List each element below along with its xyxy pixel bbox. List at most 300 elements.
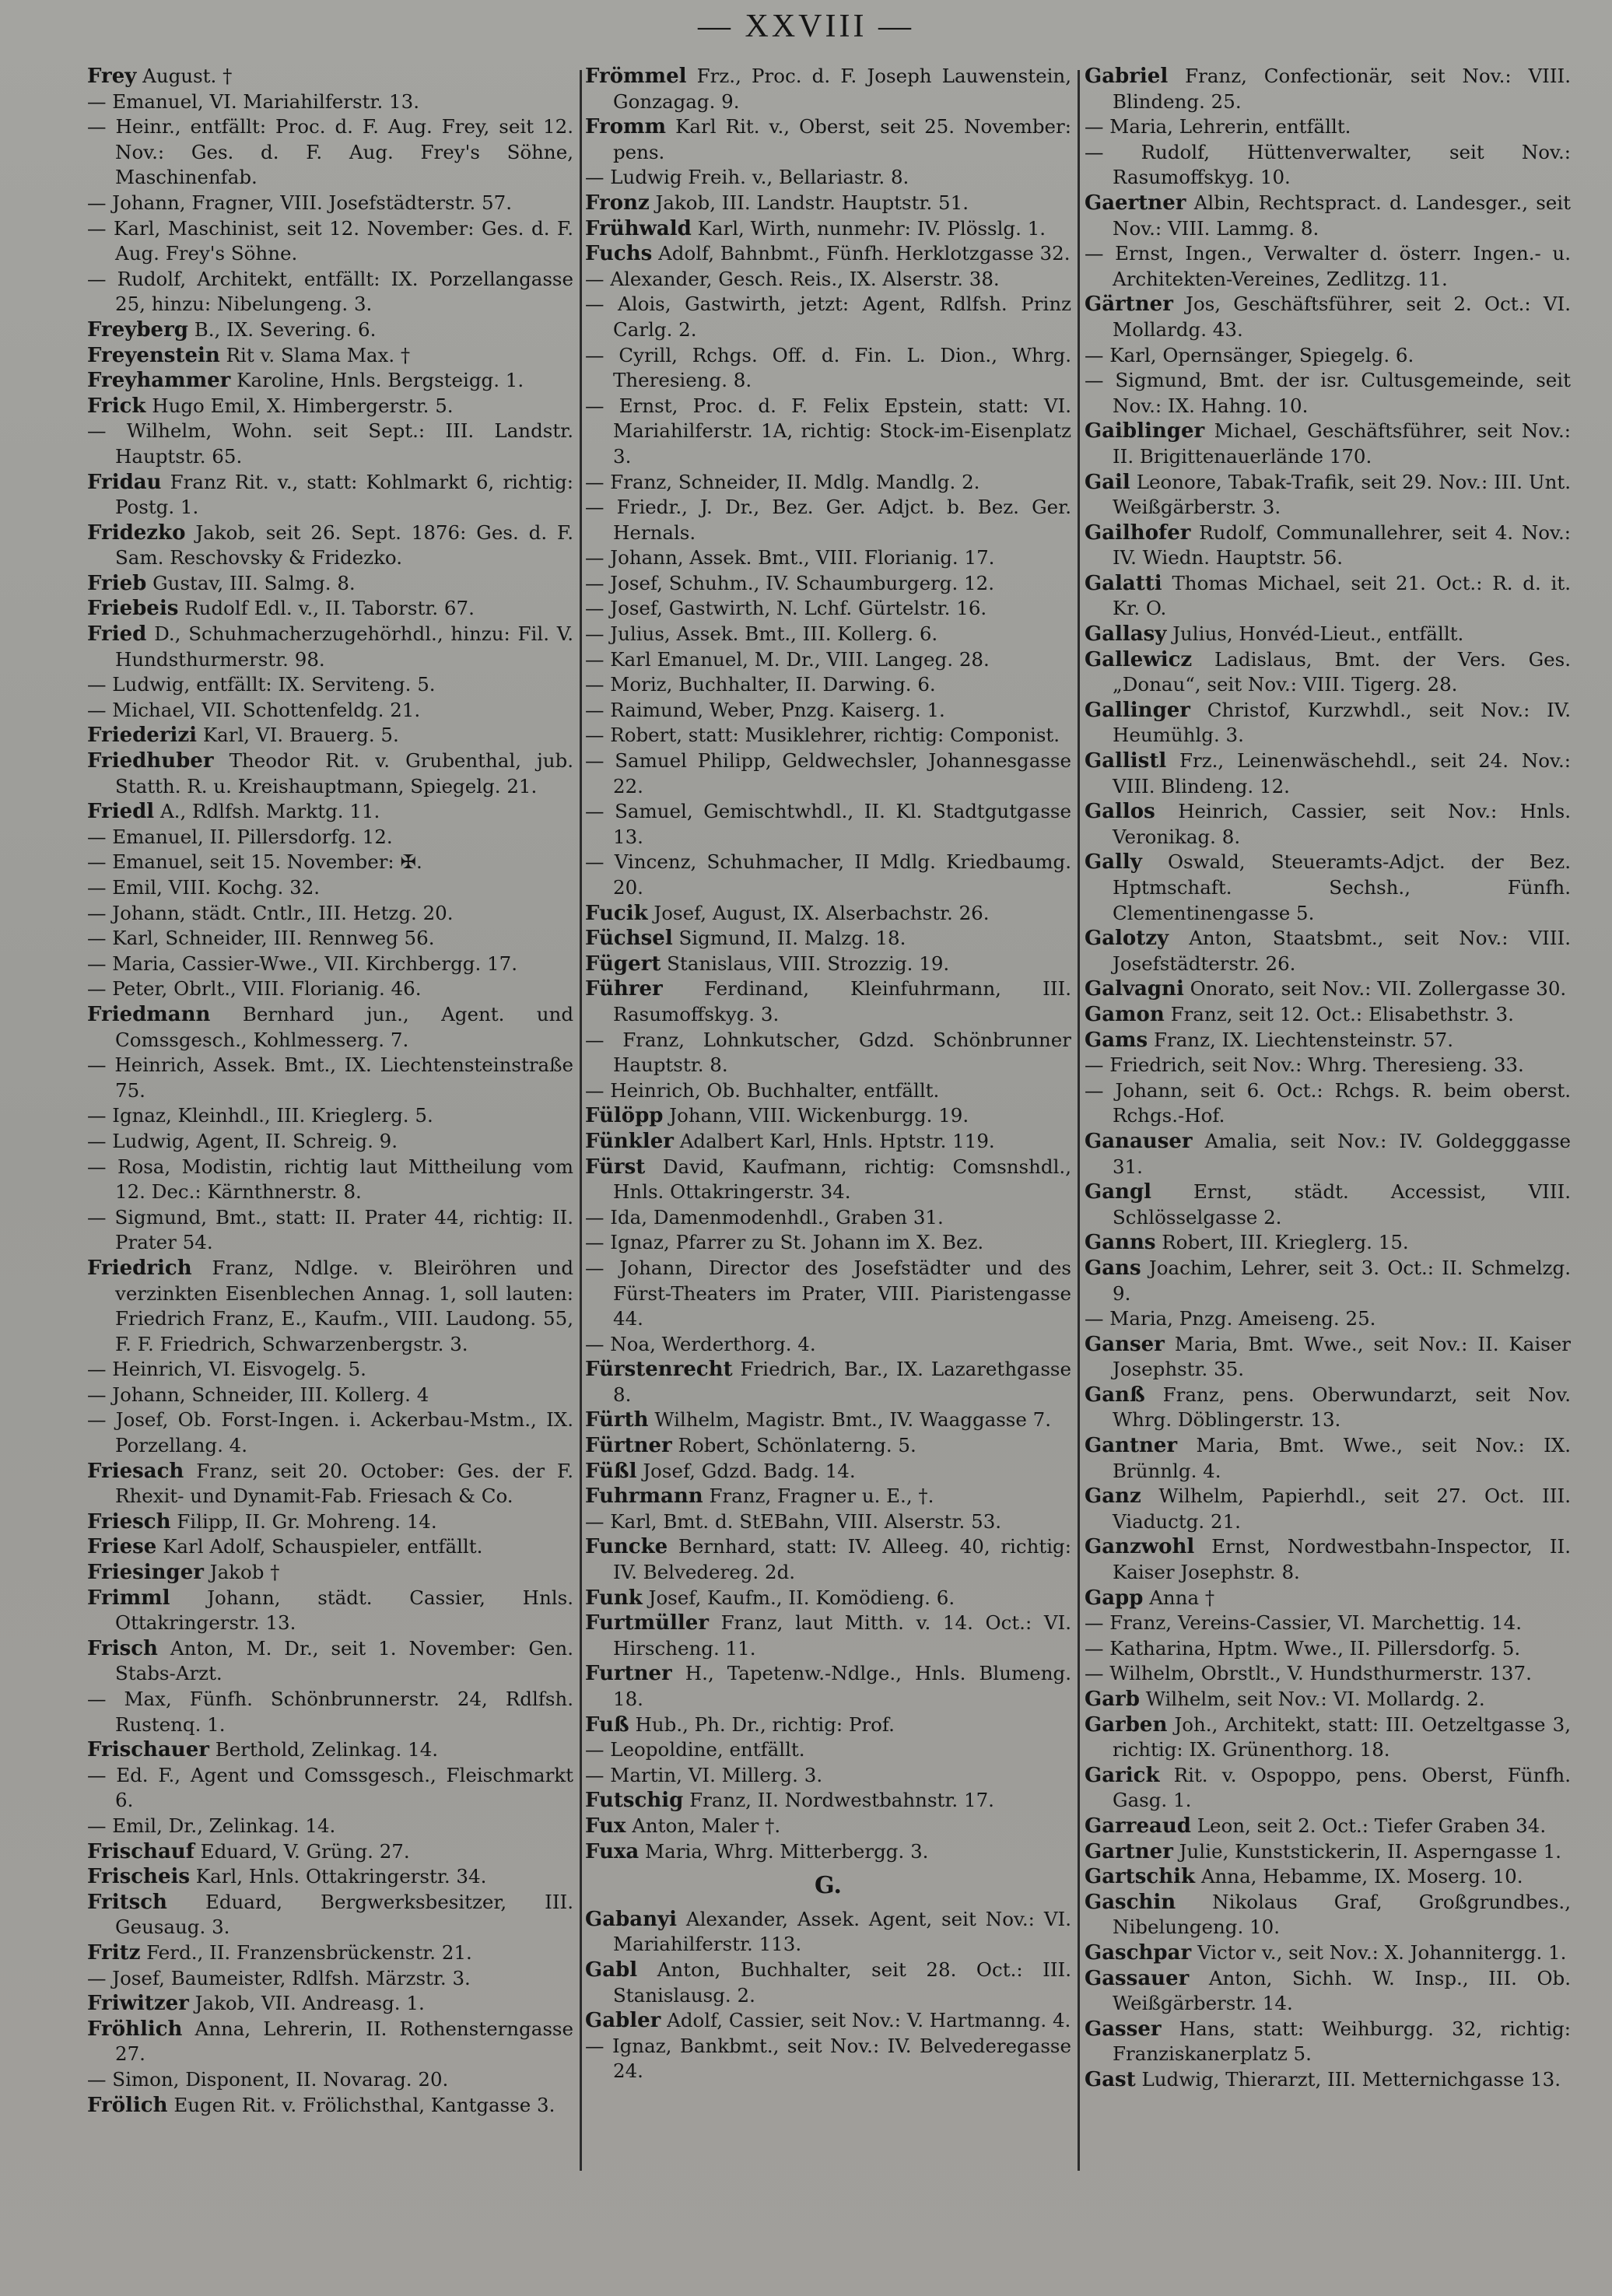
entry-details: Eduard, V. Grüng. 27. bbox=[194, 1839, 410, 1863]
entry-surname: Garb bbox=[1085, 1688, 1140, 1711]
directory-entry bbox=[87, 1864, 573, 1890]
entry-details: Rudolf Edl. v., II. Taborstr. 67. bbox=[178, 597, 475, 620]
directory-entry bbox=[87, 64, 573, 89]
directory-entry bbox=[87, 1737, 573, 1763]
entry-surname: Gapp bbox=[1085, 1586, 1144, 1610]
directory-entry bbox=[1085, 521, 1571, 571]
entry-details: — Emanuel, II. Pillersdorfg. 12. bbox=[87, 825, 393, 848]
entry-details: Josef, Kaufm., II. Komödieng. 6. bbox=[642, 1586, 955, 1609]
directory-entry bbox=[585, 748, 1071, 799]
directory-entry bbox=[87, 216, 573, 267]
entry-details: — Max, Fünfh. Schönbrunnerstr. 24, Rdlfsh. Rustenq. 1. bbox=[87, 1688, 573, 1736]
entry-details: Robert, III. Krieglerg. 15. bbox=[1155, 1231, 1409, 1254]
directory-entry bbox=[585, 1788, 1071, 1814]
directory-entry bbox=[585, 2008, 1071, 2034]
entry-surname: Fürstenrecht bbox=[585, 1358, 733, 1382]
directory-entry bbox=[585, 292, 1071, 342]
directory-entry bbox=[1085, 1712, 1571, 1763]
entry-surname: Fried bbox=[87, 622, 147, 647]
entry-details: Franz, Confectionär, seit Nov.: VIII. Blindeng. 25. bbox=[1113, 65, 1571, 113]
entry-details: Karl, Hnls. Ottakringerstr. 34. bbox=[190, 1865, 487, 1888]
directory-entry bbox=[1085, 976, 1571, 1002]
directory-entry bbox=[585, 1205, 1071, 1231]
directory-entry bbox=[87, 976, 573, 1002]
directory-entry bbox=[1085, 748, 1571, 799]
entry-surname: Frühwald bbox=[585, 216, 692, 240]
directory-entry bbox=[87, 596, 573, 622]
column-2 bbox=[585, 64, 1071, 2289]
directory-entry bbox=[585, 343, 1071, 394]
entry-details: Anton, Sichh. W. Insp., III. Ob. Weißgärberstr. 14. bbox=[1113, 1966, 1571, 2015]
directory-entry bbox=[585, 191, 1071, 216]
entry-details: Hugo Emil, X. Himbergerstr. 5. bbox=[145, 394, 454, 417]
page-number: — XXVIII — bbox=[698, 9, 914, 44]
directory-entry bbox=[585, 1814, 1071, 1839]
directory-entry bbox=[1085, 1332, 1571, 1383]
entry-details: Jakob, VII. Andreasg. 1. bbox=[188, 1992, 425, 2015]
entry-surname: Frischeis bbox=[87, 1865, 191, 1889]
entry-surname: Friesinger bbox=[87, 1561, 204, 1585]
directory-entry bbox=[87, 1636, 573, 1687]
entry-details: — Heinr., entfällt: Proc. d. F. Aug. Frey, seit 12. Nov.: Ges. d. F. Aug. Frey's Söhne, Maschinenfab. bbox=[87, 115, 573, 189]
entry-details: Julie, Kunststickerin, II. Asperngasse 1. bbox=[1172, 1839, 1561, 1863]
entry-details: — Karl, Opernsänger, Spiegelg. 6. bbox=[1085, 343, 1414, 366]
directory-entry bbox=[87, 1002, 573, 1053]
entry-details: — Wilhelm, Obrstlt., V. Hundsthurmerstr. 137. bbox=[1085, 1662, 1532, 1685]
directory-entry bbox=[87, 1586, 573, 1636]
directory-entry bbox=[1085, 368, 1571, 419]
entry-details: A., Rdlfsh. Marktg. 11. bbox=[154, 800, 380, 823]
entry-details: — Josef, Schuhm., IV. Schaumburgerg. 12. bbox=[585, 571, 994, 594]
directory-entry bbox=[585, 1357, 1071, 1407]
directory-entry bbox=[585, 672, 1071, 698]
entry-surname: Fuß bbox=[585, 1712, 629, 1737]
entry-details: Jakob, seit 26. Sept. 1876: Ges. d. F. Sam. Reschovsky & Fridezko. bbox=[115, 521, 573, 570]
entry-details: Ladislaus, Bmt. der Vers. Ges. „Donau“, seit Nov.: VIII. Tigerg. 28. bbox=[1113, 647, 1571, 696]
entry-details: — Ida, Damenmodenhdl., Graben 31. bbox=[585, 1205, 944, 1229]
entry-details: Wilhelm, Papierhdl., seit 27. Oct. III. Viaductg. 21. bbox=[1113, 1485, 1571, 1533]
directory-entry bbox=[87, 1256, 573, 1357]
directory-entry bbox=[1085, 1433, 1571, 1484]
entry-surname: Fuxa bbox=[585, 1839, 640, 1863]
entry-details: — Maria, Cassier-Wwe., VII. Kirchbergg. 17. bbox=[87, 952, 517, 975]
directory-entry bbox=[585, 1509, 1071, 1535]
directory-entry bbox=[87, 267, 573, 317]
entry-surname: Frömmel bbox=[585, 65, 687, 88]
entry-surname: Garick bbox=[1085, 1763, 1160, 1787]
entry-details: Michael, Geschäftsführer, seit Nov.: II. Brigittenauerlände 170. bbox=[1113, 419, 1571, 468]
directory-entry bbox=[585, 1459, 1071, 1485]
entry-surname: Füßl bbox=[585, 1459, 637, 1483]
directory-entry bbox=[585, 1712, 1071, 1738]
entry-details: Maria, Bmt. Wwe., seit Nov.: II. Kaiser Josephstr. 35. bbox=[1113, 1332, 1571, 1381]
entry-details: Ernst, städt. Accessist, VIII. Schlösselgasse 2. bbox=[1113, 1180, 1571, 1229]
directory-entry bbox=[87, 622, 573, 672]
entry-details: Onorato, seit Nov.: VII. Zollergasse 30. bbox=[1183, 977, 1567, 1001]
entry-surname: Gallewicz bbox=[1085, 647, 1193, 671]
entry-details: — Katharina, Hptm. Wwe., II. Pillersdorfg. 5. bbox=[1085, 1636, 1521, 1660]
directory-entry bbox=[87, 89, 573, 115]
entry-surname: Friedl bbox=[87, 800, 155, 824]
entry-surname: Galotzy bbox=[1085, 927, 1169, 951]
directory-entry bbox=[585, 1028, 1071, 1078]
entry-details: — Franz, Schneider, II. Mdlg. Mandlg. 2. bbox=[585, 470, 980, 493]
entry-details: Nikolaus Graf, Großgrundbes., Nibelungeng. 10. bbox=[1113, 1890, 1571, 1939]
entry-surname: Gantner bbox=[1085, 1434, 1178, 1458]
directory-entry bbox=[585, 495, 1071, 545]
entry-surname: Garben bbox=[1085, 1712, 1168, 1737]
entry-surname: Gaertner bbox=[1085, 191, 1186, 215]
entry-surname: Gast bbox=[1085, 2067, 1136, 2091]
entry-surname: Fülöpp bbox=[585, 1104, 664, 1128]
entry-surname: Gabl bbox=[585, 1958, 638, 1982]
entry-details: Rit. v. Ospoppo, pens. Oberst, Fünfh. Gasg. 1. bbox=[1113, 1763, 1571, 1812]
directory-entry bbox=[1085, 647, 1571, 698]
entry-details: — Emanuel, VI. Mariahilferstr. 13. bbox=[87, 89, 419, 113]
entry-details: Karoline, Hnls. Bergsteigg. 1. bbox=[230, 369, 524, 392]
directory-entry bbox=[1085, 1256, 1571, 1306]
entry-details: — Karl, Schneider, III. Rennweg 56. bbox=[87, 927, 435, 950]
entry-details: — Sigmund, Bmt., statt: II. Prater 44, richtig: II. Prater 54. bbox=[87, 1205, 573, 1254]
directory-entry bbox=[585, 1129, 1071, 1155]
directory-entry bbox=[87, 1890, 573, 1940]
entry-surname: Gabler bbox=[585, 2009, 661, 2033]
entry-details: — Rosa, Modistin, richtig laut Mittheilung vom 12. Dec.: Kärnthnerstr. 8. bbox=[87, 1155, 573, 1204]
entry-surname: Galvagni bbox=[1085, 977, 1184, 1001]
directory-entry bbox=[585, 1230, 1071, 1256]
entry-details: — Peter, Obrlt., VIII. Florianig. 46. bbox=[87, 977, 422, 1001]
entry-details: Christof, Kurzwhdl., seit Nov.: IV. Heumühlg. 3. bbox=[1113, 698, 1571, 747]
directory-entry bbox=[87, 1053, 573, 1103]
directory-entry bbox=[87, 2093, 573, 2119]
directory-entry bbox=[87, 1687, 573, 1737]
directory-entry bbox=[87, 191, 573, 216]
entry-details: Sigmund, II. Malzg. 18. bbox=[672, 927, 906, 950]
entry-surname: Friedmann bbox=[87, 1002, 211, 1026]
entry-details: Friedrich, Bar., IX. Lazarethgasse 8. bbox=[613, 1358, 1071, 1406]
directory-entry bbox=[1085, 1180, 1571, 1230]
entry-details: H., Tapetenw.-Ndlge., Hnls. Blumeng. 18. bbox=[613, 1662, 1071, 1710]
entry-surname: Gally bbox=[1085, 850, 1142, 875]
entry-details: Rit v. Slama Max. † bbox=[219, 343, 411, 366]
directory-entry bbox=[87, 952, 573, 977]
directory-entry bbox=[1085, 1661, 1571, 1687]
directory-entry bbox=[1085, 1129, 1571, 1180]
directory-entry bbox=[585, 622, 1071, 647]
entry-details: — Josef, Baumeister, Rdlfsh. Märzstr. 3. bbox=[87, 1966, 471, 1989]
entry-surname: Füchsel bbox=[585, 927, 673, 951]
entry-details: Maria, Bmt. Wwe., seit Nov.: IX. Brünnlg. 4. bbox=[1113, 1434, 1571, 1482]
directory-entry bbox=[87, 698, 573, 724]
directory-entry bbox=[585, 571, 1071, 597]
entry-details: Ferd., II. Franzensbrückenstr. 21. bbox=[140, 1940, 472, 1964]
directory-entry bbox=[1085, 1306, 1571, 1332]
directory-entry bbox=[585, 545, 1071, 571]
directory-entry bbox=[87, 114, 573, 191]
directory-entry bbox=[585, 1256, 1071, 1332]
entry-surname: Fuchs bbox=[585, 242, 653, 266]
entry-surname: Friesach bbox=[87, 1459, 184, 1483]
entry-details: — Johann, Director des Josefstädter und des Fürst-Theaters im Prater, VIII. Piaristengasse 44. bbox=[585, 1256, 1071, 1330]
entry-details: — Karl, Maschinist, seit 12. November: Ges. d. F. Aug. Frey's Söhne. bbox=[87, 216, 573, 265]
entry-details: — Alois, Gastwirth, jetzt: Agent, Rdlfsh. Prinz Carlg. 2. bbox=[585, 293, 1071, 341]
entry-details: Franz, seit 20. October: Ges. der F. Rhexit- und Dynamit-Fab. Friesach & Co. bbox=[115, 1459, 573, 1508]
directory-entry bbox=[1085, 1763, 1571, 1814]
entry-surname: Gabanyi bbox=[585, 1907, 677, 1931]
directory-entry bbox=[1085, 571, 1571, 622]
directory-entry bbox=[87, 521, 573, 571]
entry-surname: Friese bbox=[87, 1535, 157, 1559]
directory-entry bbox=[87, 1155, 573, 1205]
directory-entry bbox=[585, 1586, 1071, 1611]
entry-surname: Frick bbox=[87, 394, 146, 418]
entry-details: B., IX. Severing. 6. bbox=[187, 317, 377, 341]
directory-entry bbox=[585, 647, 1071, 673]
entry-surname: Gail bbox=[1085, 470, 1130, 494]
entry-details: Amalia, seit Nov.: IV. Goldegggasse 31. bbox=[1113, 1129, 1571, 1178]
directory-entry bbox=[585, 1103, 1071, 1129]
entry-details: Franz, IX. Liechtensteinstr. 57. bbox=[1148, 1028, 1454, 1051]
entry-details: — Ernst, Proc. d. F. Felix Epstein, statt: VI. Mariahilferstr. 1A, richtig: Stock-im-Eisenplatz 3. bbox=[585, 394, 1071, 468]
directory-entry bbox=[585, 1737, 1071, 1763]
directory-entry bbox=[87, 470, 573, 521]
directory-entry bbox=[1085, 1687, 1571, 1712]
entry-details: David, Kaufmann, richtig: Comsnshdl., Hnls. Ottakringerstr. 34. bbox=[613, 1155, 1071, 1204]
directory-entry bbox=[87, 1459, 573, 1509]
directory-entry bbox=[87, 1534, 573, 1560]
directory-entry bbox=[87, 1991, 573, 2017]
directory-entry bbox=[87, 1129, 573, 1155]
entry-details: — Johann, Assek. Bmt., VIII. Florianig. 17. bbox=[585, 546, 995, 570]
directory-entry bbox=[87, 394, 573, 419]
column-divider bbox=[1078, 70, 1080, 2171]
entry-surname: Fronz bbox=[585, 191, 650, 215]
entry-details: — Martin, VI. Millerg. 3. bbox=[585, 1763, 823, 1786]
entry-details: Jakob † bbox=[203, 1561, 280, 1584]
directory-entry bbox=[1085, 1611, 1571, 1636]
entry-details: — Johann, städt. Cntlr., III. Hetzg. 20. bbox=[87, 901, 454, 924]
entry-details: Karl, Wirth, nunmehr: IV. Plösslg. 1. bbox=[691, 216, 1046, 240]
entry-details: Heinrich, Cassier, seit Nov.: Hnls. Veronikag. 8. bbox=[1113, 800, 1571, 848]
entry-details: Karl Rit. v., Oberst, seit 25. November: pens. bbox=[613, 115, 1071, 163]
entry-surname: Friederizi bbox=[87, 724, 198, 748]
entry-surname: Fritsch bbox=[87, 1890, 167, 1914]
entry-surname: Fritz bbox=[87, 1940, 141, 1965]
directory-entry bbox=[1085, 1814, 1571, 1839]
entry-surname: Gangl bbox=[1085, 1180, 1152, 1204]
directory-entry bbox=[87, 875, 573, 901]
entry-surname: Fromm bbox=[585, 115, 667, 139]
entry-details: Filipp, II. Gr. Mohreng. 14. bbox=[170, 1509, 437, 1533]
entry-details: Thomas Michael, seit 21. Oct.: R. d. it. Kr. O. bbox=[1113, 571, 1571, 620]
directory-entry bbox=[585, 901, 1071, 927]
entry-details: Hans, statt: Weihburgg. 32, richtig: Franziskanerplatz 5. bbox=[1113, 2017, 1571, 2066]
entry-surname: Fridau bbox=[87, 470, 162, 494]
entry-details: Franz, II. Nordwestbahnstr. 17. bbox=[683, 1789, 994, 1812]
entry-surname: Freyhammer bbox=[87, 369, 231, 393]
directory-entry bbox=[585, 952, 1071, 977]
directory-entry bbox=[87, 1560, 573, 1586]
entry-surname: Fröhlich bbox=[87, 2017, 183, 2041]
entry-surname: Gams bbox=[1085, 1028, 1148, 1052]
entry-surname: Funk bbox=[585, 1586, 643, 1610]
directory-entry bbox=[1085, 1230, 1571, 1256]
entry-surname: Frölich bbox=[87, 2093, 168, 2117]
entry-surname: Gallistl bbox=[1085, 749, 1167, 773]
entry-details: Ferdinand, Kleinfuhrmann, III. Rasumoffskyg. 3. bbox=[613, 977, 1071, 1025]
directory-entry bbox=[1085, 622, 1571, 647]
entry-surname: Frieb bbox=[87, 571, 147, 595]
entry-details: Robert, Schönlaterng. 5. bbox=[671, 1434, 916, 1457]
entry-details: — Samuel, Gemischtwhdl., II. Kl. Stadtgutgasse 13. bbox=[585, 800, 1071, 848]
directory-entry bbox=[87, 419, 573, 469]
entry-surname: Frischauer bbox=[87, 1738, 209, 1762]
entry-surname: Fügert bbox=[585, 952, 661, 976]
directory-entry bbox=[1085, 241, 1571, 292]
entry-surname: Fridezko bbox=[87, 521, 186, 545]
entry-surname: Gallinger bbox=[1085, 698, 1191, 722]
directory-entry bbox=[585, 1763, 1071, 1789]
entry-surname: Friedhuber bbox=[87, 749, 214, 773]
entry-details: Anna, Lehrerin, II. Rothensterngasse 27. bbox=[115, 2017, 573, 2066]
entry-details: — Johann, Schneider, III. Kollerg. 4 bbox=[87, 1383, 429, 1406]
entry-surname: Frisch bbox=[87, 1636, 158, 1660]
entry-surname: Gabriel bbox=[1085, 65, 1169, 88]
directory-entry bbox=[87, 571, 573, 597]
entry-details: — Ignaz, Kleinhdl., III. Krieglerg. 5. bbox=[87, 1104, 433, 1127]
directory-entry bbox=[87, 901, 573, 927]
entry-details: Alexander, Assek. Agent, seit Nov.: VI. Mariahilferstr. 113. bbox=[613, 1907, 1071, 1956]
entry-details: — Heinrich, VI. Eisvogelg. 5. bbox=[87, 1358, 366, 1381]
entry-details: — Ignaz, Pfarrer zu St. Johann im X. Bez. bbox=[585, 1231, 984, 1254]
entry-surname: Gallasy bbox=[1085, 622, 1167, 647]
directory-entry bbox=[585, 267, 1071, 293]
entry-details: Julius, Honvéd-Lieut., entfällt. bbox=[1166, 622, 1464, 646]
entry-details: Anna, Hebamme, IX. Moserg. 10. bbox=[1195, 1865, 1523, 1888]
entry-details: — Vincenz, Schuhmacher, II Mdlg. Kriedbaumg. 20. bbox=[585, 850, 1071, 899]
entry-details: — Julius, Assek. Bmt., III. Kollerg. 6. bbox=[585, 622, 938, 646]
entry-details: Karl, VI. Brauerg. 5. bbox=[197, 724, 399, 747]
entry-details: Anton, Buchhalter, seit 28. Oct.: III. Stanislausg. 2. bbox=[613, 1958, 1071, 2007]
directory-entry bbox=[87, 1407, 573, 1458]
directory-entry bbox=[585, 1433, 1071, 1459]
directory-entry bbox=[1085, 1864, 1571, 1890]
entry-surname: Gallos bbox=[1085, 800, 1155, 824]
entry-details: — Samuel Philipp, Geldwechsler, Johannesgasse 22. bbox=[585, 749, 1071, 797]
entry-details: — Josef, Ob. Forst-Ingen. i. Ackerbau-Mstm., IX. Porzellang. 4. bbox=[87, 1408, 573, 1457]
entry-details: Anna † bbox=[1143, 1586, 1215, 1609]
entry-surname: Ganzwohl bbox=[1085, 1535, 1195, 1559]
directory-entry bbox=[585, 1332, 1071, 1358]
directory-entry bbox=[585, 596, 1071, 622]
entry-surname: Fünkler bbox=[585, 1129, 674, 1153]
entry-details: — Moriz, Buchhalter, II. Darwing. 6. bbox=[585, 673, 936, 696]
column-divider bbox=[580, 70, 582, 2171]
entry-details: Frz., Proc. d. F. Joseph Lauwenstein, Gonzagag. 9. bbox=[613, 65, 1071, 113]
entry-details: Leon, seit 2. Oct.: Tiefer Graben 34. bbox=[1190, 1814, 1547, 1837]
entry-surname: Gärtner bbox=[1085, 293, 1173, 317]
directory-entry bbox=[1085, 64, 1571, 114]
directory-entry bbox=[585, 1484, 1071, 1509]
entry-surname: Fürst bbox=[585, 1155, 646, 1179]
directory-entry bbox=[585, 1078, 1071, 1104]
directory-entry bbox=[585, 850, 1071, 900]
entry-details: Josef, August, IX. Alserbachstr. 26. bbox=[647, 901, 990, 924]
directory-entry bbox=[1085, 1586, 1571, 1611]
entry-details: Leonore, Tabak-Trafik, seit 29. Nov.: III. Unt. Weißgärberstr. 3. bbox=[1113, 470, 1571, 519]
entry-details: — Cyrill, Rchgs. Off. d. Fin. L. Dion., Whrg. Theresieng. 8. bbox=[585, 343, 1071, 392]
entry-surname: Gartner bbox=[1085, 1839, 1173, 1863]
entry-surname: Frey bbox=[87, 65, 137, 88]
entry-surname: Ganns bbox=[1085, 1231, 1156, 1255]
entry-details: — Wilhelm, Wohn. seit Sept.: III. Landstr. Hauptstr. 65. bbox=[87, 419, 573, 468]
entry-details: — Rudolf, Architekt, entfällt: IX. Porzellangasse 25, hinzu: Nibelungeng. 3. bbox=[87, 267, 573, 316]
entry-details: — Karl, Bmt. d. StEBahn, VIII. Alserstr. 53. bbox=[585, 1509, 1002, 1533]
entry-details: — Josef, Gastwirth, N. Lchf. Gürtelstr. 16. bbox=[585, 597, 987, 620]
entry-details: — Johann, Fragner, VIII. Josefstädterstr. 57. bbox=[87, 191, 513, 214]
directory-entry bbox=[87, 1383, 573, 1408]
entry-details: — Karl Emanuel, M. Dr., VIII. Langeg. 28. bbox=[585, 647, 990, 671]
directory-entry bbox=[1085, 140, 1571, 191]
directory-entry bbox=[87, 1940, 573, 1966]
directory-entry bbox=[87, 2017, 573, 2067]
entry-details: Franz Rit. v., statt: Kohlmarkt 6, richtig: Postg. 1. bbox=[115, 470, 573, 519]
directory-entry bbox=[585, 1407, 1071, 1433]
entry-details: Gustav, III. Salmg. 8. bbox=[146, 571, 356, 594]
directory-entry bbox=[585, 976, 1071, 1027]
directory-entry bbox=[1085, 1383, 1571, 1433]
entry-surname: Freyberg bbox=[87, 317, 188, 342]
directory-entry bbox=[1085, 1839, 1571, 1865]
entry-details: D., Schuhmacherzugehörhdl., hinzu: Fil. V. Hundsthurmerstr. 98. bbox=[115, 622, 573, 671]
entry-surname: Freyenstein bbox=[87, 343, 220, 367]
directory-entry bbox=[1085, 470, 1571, 521]
entry-details: — Sigmund, Bmt. der isr. Cultusgemeinde, seit Nov.: IX. Hahng. 10. bbox=[1085, 369, 1571, 417]
entry-surname: Garreaud bbox=[1085, 1814, 1191, 1838]
directory-entry bbox=[585, 926, 1071, 952]
directory-entry bbox=[1085, 1534, 1571, 1585]
entry-surname: Ganauser bbox=[1085, 1129, 1193, 1153]
entry-surname: Friebeis bbox=[87, 597, 179, 621]
directory-entry bbox=[87, 825, 573, 850]
directory-entry bbox=[1085, 1484, 1571, 1534]
directory-entry bbox=[87, 368, 573, 394]
directory-entry bbox=[87, 317, 573, 343]
directory-entry bbox=[585, 2034, 1071, 2084]
entry-details: — Michael, VII. Schottenfeldg. 21. bbox=[87, 698, 421, 721]
entry-details: Bernhard jun., Agent. und Comssgesch., Kohlmesserg. 7. bbox=[115, 1002, 573, 1051]
directory-entry bbox=[1085, 799, 1571, 850]
entry-details: Joh., Architekt, statt: III. Oetzeltgasse 3, richtig: IX. Grünenthorg. 18. bbox=[1113, 1712, 1571, 1761]
entry-surname: Gailhofer bbox=[1085, 521, 1191, 545]
directory-entry bbox=[1085, 850, 1571, 926]
directory-entry bbox=[87, 850, 573, 875]
directory-entry bbox=[585, 698, 1071, 724]
entry-surname: Fux bbox=[585, 1814, 626, 1838]
entry-details: — Maria, Pnzg. Ameiseng. 25. bbox=[1085, 1307, 1376, 1330]
directory-entry bbox=[87, 1509, 573, 1535]
directory-entry bbox=[87, 748, 573, 799]
entry-surname: Furtmüller bbox=[585, 1611, 710, 1635]
directory-entry bbox=[1085, 419, 1571, 469]
directory-entry bbox=[585, 216, 1071, 242]
directory-entry bbox=[585, 1958, 1071, 2008]
entry-details: — Emanuel, seit 15. November: ✠. bbox=[87, 850, 422, 874]
directory-entry bbox=[585, 723, 1071, 748]
entry-details: — Noa, Werderthorg. 4. bbox=[585, 1332, 816, 1355]
entry-details: — Friedr., J. Dr., Bez. Ger. Adjct. b. Bez. Ger. Hernals. bbox=[585, 496, 1071, 544]
entry-surname: Gassauer bbox=[1085, 1966, 1190, 1990]
